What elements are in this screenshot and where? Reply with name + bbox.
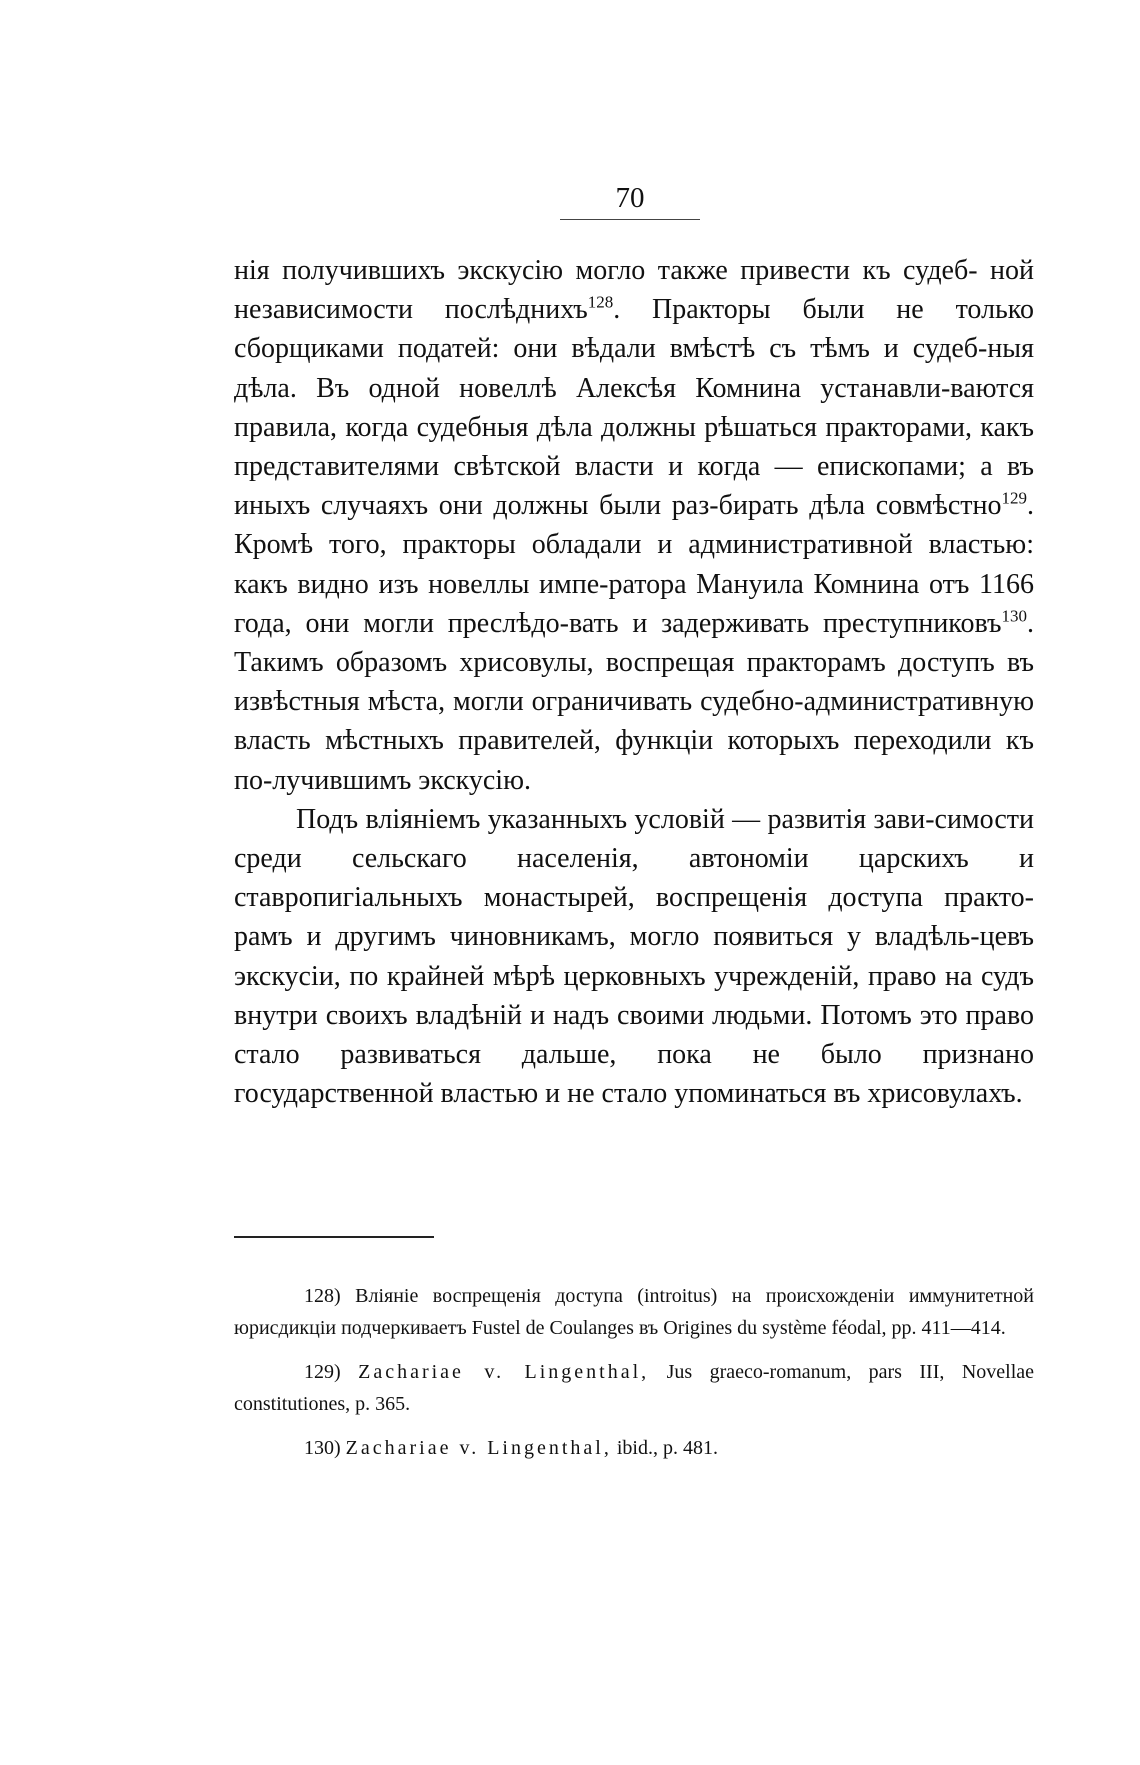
paragraph-2: Подъ вліяніемъ указанныхъ условій — развитія зави-симости среди сельскаго населенія, автономіи царскихъ и ставропигіальныхъ монастырей, воспрещенія доступа практо-рамъ и другимъ чиновникамъ, могло появиться у владѣль-цевъ экскусіи, по крайней мѣрѣ церковныхъ учрежденій, право на судъ внутри своихъ владѣній и надъ своими людьми. Потомъ это право стало развиваться дальше, пока не было признано государственной властью и не стало упоминаться въ хрисовулахъ.: [234, 803, 1034, 1110]
body-text: [234, 251, 1034, 1113]
footnote-130: [234, 1432, 1034, 1464]
footnote-text: ibid., p. 481.: [611, 1437, 718, 1459]
footnote-author: Zachariae v. Lingenthal,: [358, 1361, 650, 1383]
footnote-129: [234, 1356, 1034, 1420]
footnote-separator: [234, 1236, 434, 1238]
paragraph-1-segment-3: . Кромѣ того, практоры обладали и административной властью: какъ видно изъ новеллы импе-ратора Мануила Комнина отъ 1166 года, они могли преслѣдо-вать и задерживать преступниковъ: [234, 490, 1034, 639]
paragraph-1-segment-2: . Практоры были не только сборщиками податей: они вѣдали вмѣстѣ съ тѣмъ и судеб-ныя дѣла. Въ одной новеллѣ Алексѣя Комнина устанавли-ваются правила, когда судебныя дѣла должны рѣшаться практорами, какъ представителями свѣтской власти и когда — епископами; а въ иныхъ случаяхъ они должны были раз-бирать дѣла совмѣстно: [234, 294, 1034, 522]
page-number: 70: [615, 182, 645, 214]
footnotes: [234, 1280, 1034, 1476]
page-number-rule: [560, 219, 700, 220]
footnote-ref-128[interactable]: 128: [587, 292, 614, 312]
footnote-mark: 129): [304, 1361, 341, 1383]
footnote-mark: 130): [304, 1437, 341, 1459]
footnote-text: Jus graeco-romanum, pars III, Novellae constitutiones, p. 365.: [234, 1361, 1034, 1415]
paragraph-1-segment-4: . Такимъ образомъ хрисовулы, воспрещая практорамъ доступъ въ извѣстныя мѣста, могли ограничивать судебно-административную власть мѣстныхъ правителей, функціи которыхъ переходили къ по-лучившимъ экскусію.: [234, 607, 1034, 796]
footnote-ref-129[interactable]: 129: [1001, 488, 1027, 508]
footnote-128: [234, 1280, 1034, 1344]
footnote-ref-130[interactable]: 130: [1001, 606, 1027, 626]
paragraph-1-segment-1: ной независимости послѣднихъ: [234, 255, 1034, 326]
paragraph-1-line-1: нія получившихъ экскусію могло также привести къ судеб-: [234, 255, 978, 286]
footnote-text: Вліяніе воспрещенія доступа (introitus) на происхожденіи иммунитетной юрисдикціи подчеркиваетъ Fustel de Coulanges въ Origines du système féodal, pp. 411—414.: [234, 1285, 1034, 1339]
footnote-mark: 128): [304, 1285, 341, 1307]
paragraph-1: [234, 251, 1034, 800]
footnote-author: Zachariae v. Lingenthal,: [345, 1437, 612, 1459]
